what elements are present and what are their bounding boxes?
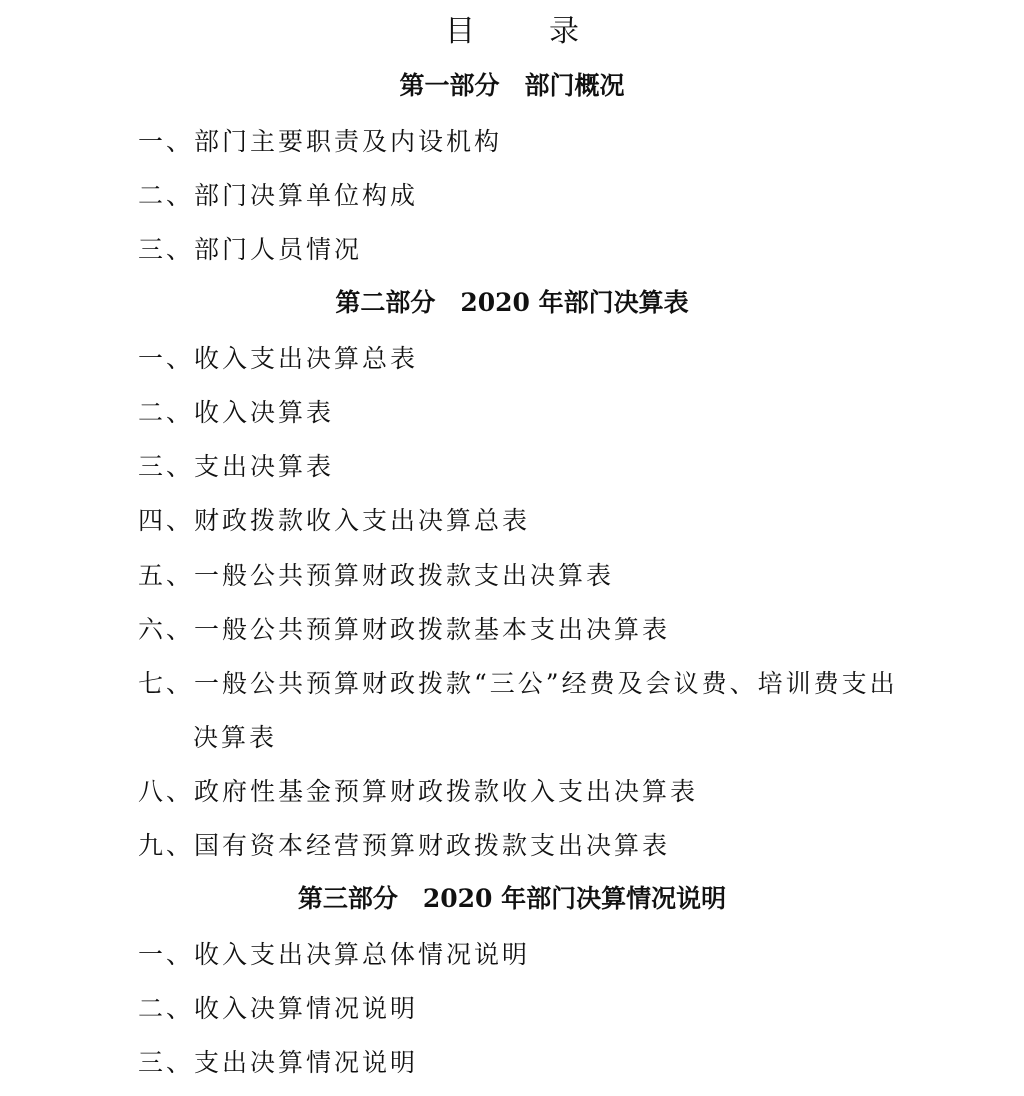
toc-item: 二、收入决算情况说明 — [138, 994, 419, 1023]
toc-item: 一、收入支出决算总表 — [138, 344, 419, 373]
toc-item: 一、部门主要职责及内设机构 — [138, 127, 503, 156]
toc-item: 八、政府性基金预算财政拨款收入支出决算表 — [138, 777, 699, 806]
toc-item-continuation: 决算表 — [193, 723, 278, 752]
toc-title: 目 录 — [445, 14, 601, 49]
toc-item: 二、部门决算单位构成 — [138, 181, 419, 210]
part-heading-2: 第二部分 2020 年部门决算表 — [335, 288, 689, 317]
toc-item: 七、一般公共预算财政拨款“三公”经费及会议费、培训费支出 — [138, 669, 898, 698]
toc-item: 三、支出决算表 — [138, 452, 335, 481]
toc-item: 三、支出决算情况说明 — [138, 1048, 419, 1077]
toc-item: 一、收入支出决算总体情况说明 — [138, 940, 531, 969]
toc-item: 三、部门人员情况 — [138, 235, 363, 264]
toc-item: 二、收入决算表 — [138, 398, 335, 427]
toc-item: 五、一般公共预算财政拨款支出决算表 — [138, 561, 615, 590]
toc-item: 四、财政拨款收入支出决算总表 — [138, 506, 531, 535]
part-heading-1: 第一部分 部门概况 — [399, 71, 625, 100]
toc-item: 六、一般公共预算财政拨款基本支出决算表 — [138, 615, 671, 644]
part-heading-3: 第三部分 2020 年部门决算情况说明 — [297, 884, 727, 913]
toc-item: 九、国有资本经营预算财政拨款支出决算表 — [138, 831, 671, 860]
